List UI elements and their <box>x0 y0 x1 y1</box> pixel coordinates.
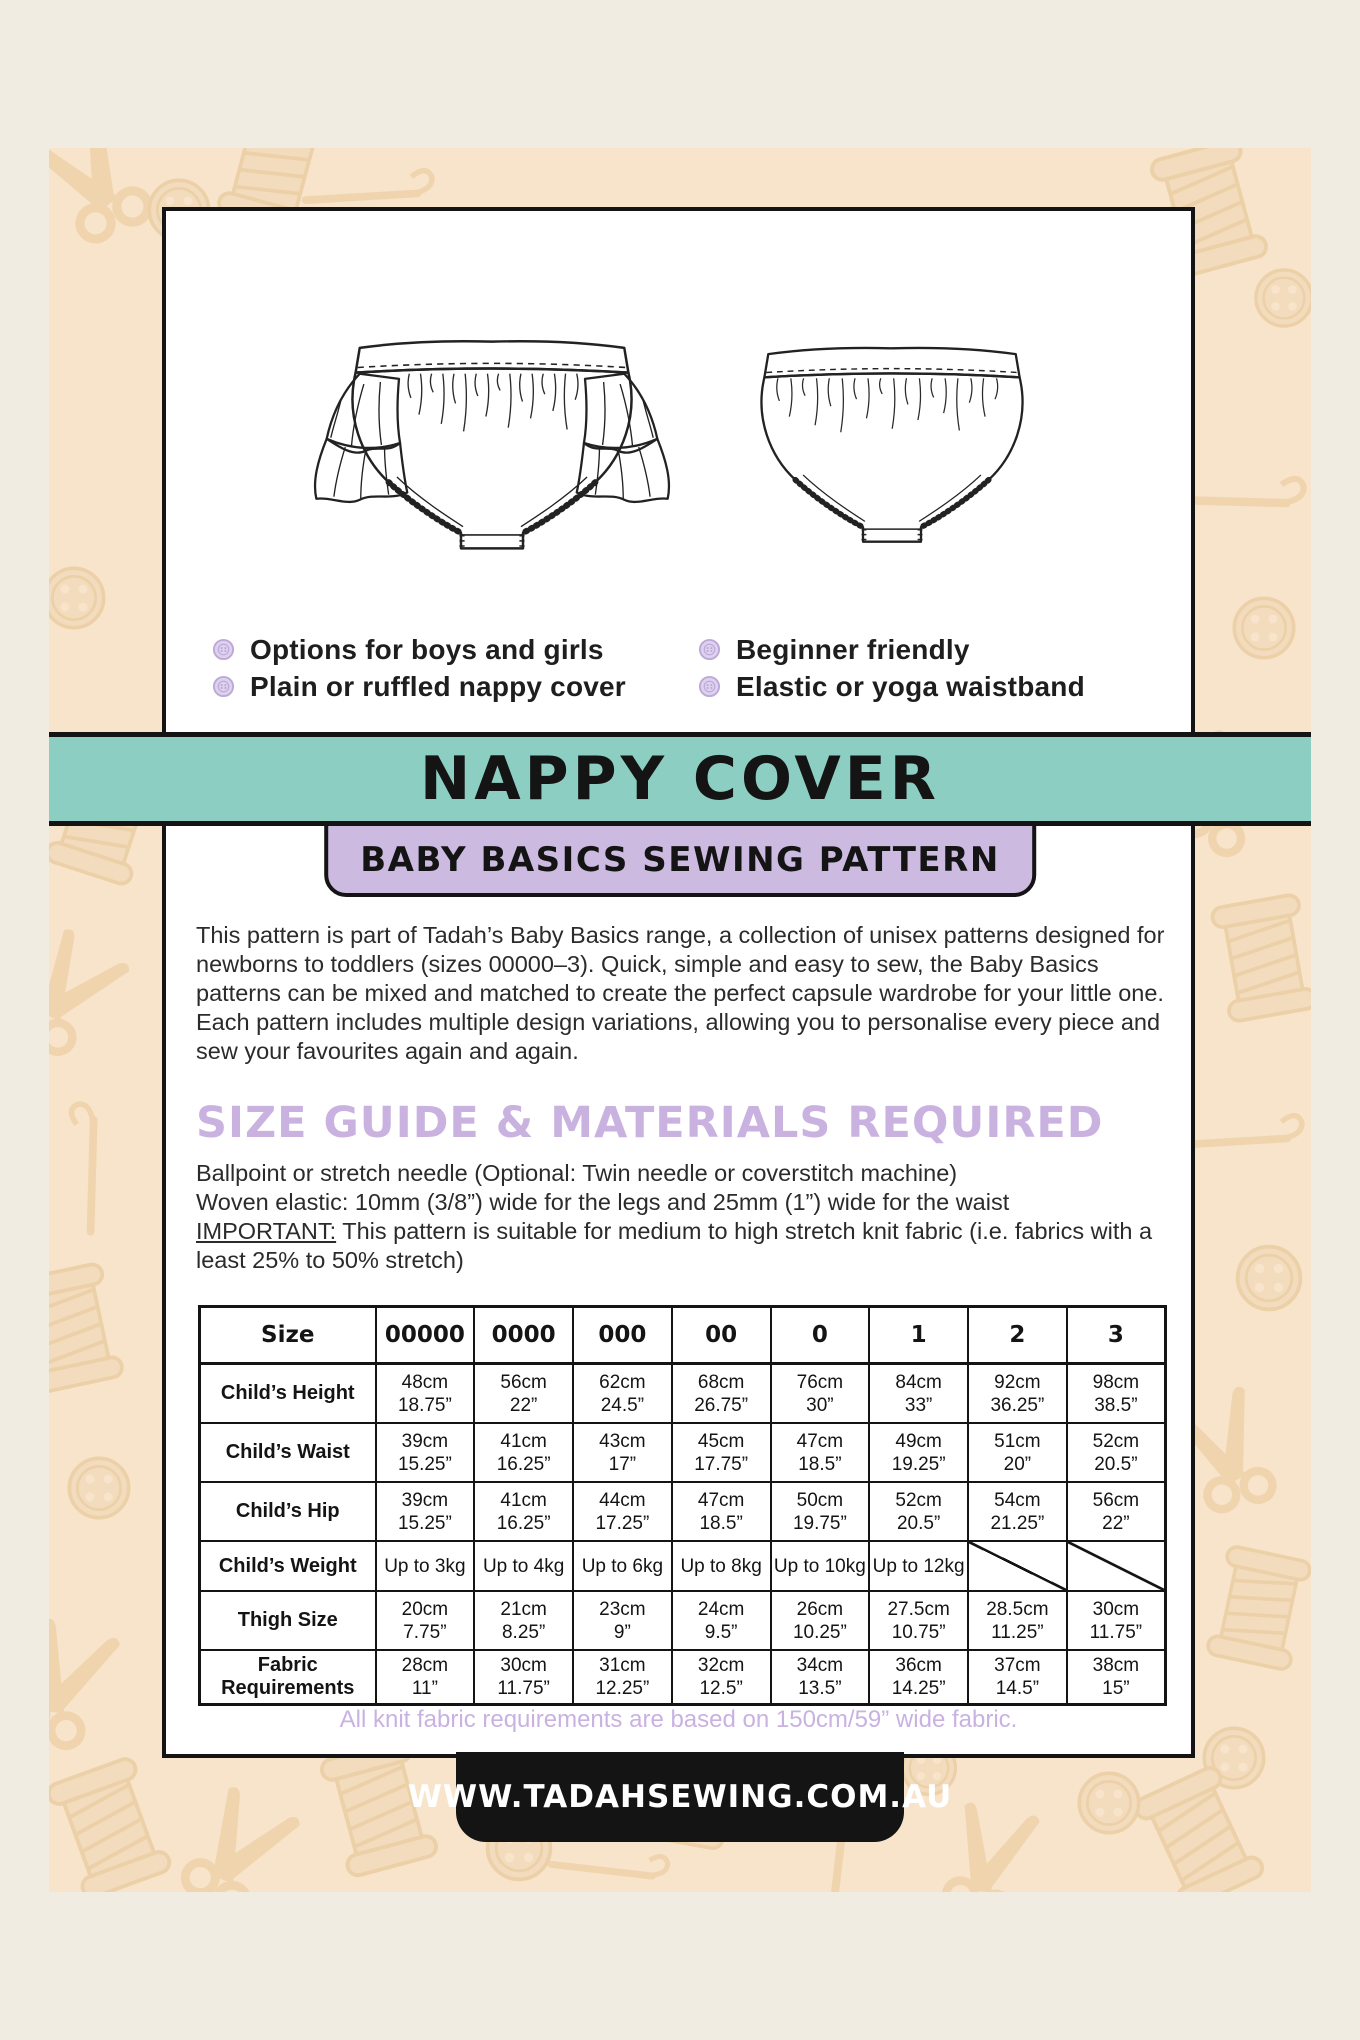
gather-line <box>982 378 985 416</box>
table-cell: 56cm 22” <box>474 1364 573 1424</box>
subtitle-label: BABY BASICS SEWING PATTERN <box>360 840 1000 880</box>
table-cell <box>1067 1541 1166 1591</box>
gather-line <box>918 378 921 420</box>
column-header: 1 <box>869 1307 968 1364</box>
gather-line <box>520 374 523 402</box>
table-cell: 84cm 33” <box>869 1364 968 1424</box>
table-cell: Up to 12kg <box>869 1541 968 1591</box>
ruffled-nappy-cover-illustration <box>306 325 678 565</box>
button-icon <box>49 568 104 627</box>
table-cell: 39cm 15.25” <box>376 1423 475 1482</box>
gather-line <box>828 378 831 406</box>
materials-list <box>196 1159 1186 1275</box>
table-cell: 47cm 18.5” <box>771 1423 870 1482</box>
column-header: 00000 <box>376 1307 475 1364</box>
pattern-title: NAPPY COVER <box>420 744 940 814</box>
table-cell: 41cm 16.25” <box>474 1423 573 1482</box>
row-label: Child’s Waist <box>200 1423 376 1482</box>
table-cell: 36cm 14.25” <box>869 1650 968 1705</box>
row-label: Thigh Size <box>200 1591 376 1650</box>
feature-item <box>698 668 1128 705</box>
button-icon <box>698 675 721 698</box>
plain-nappy-cover-illustration <box>718 325 1066 565</box>
spool-icon <box>49 1263 124 1394</box>
table-cell: 30cm 11.75” <box>1067 1591 1166 1650</box>
gather-line <box>430 374 433 393</box>
feature-label: Elastic or yoga waistband <box>736 670 1085 702</box>
table-cell: 48cm 18.75” <box>376 1364 475 1424</box>
gather-line <box>564 374 567 430</box>
table-cell: 98cm 38.5” <box>1067 1364 1166 1424</box>
table-cell: 56cm 22” <box>1067 1482 1166 1541</box>
table-cell: 28.5cm 11.25” <box>968 1591 1067 1650</box>
gather-line <box>408 374 411 398</box>
table-cell: 21cm 8.25” <box>474 1591 573 1650</box>
info-card <box>162 207 1195 1758</box>
gather-line <box>419 374 422 415</box>
gather-line <box>892 378 895 428</box>
button-icon <box>1256 270 1311 326</box>
column-header: Size <box>200 1307 376 1364</box>
table-cell: 38cm 15” <box>1067 1650 1166 1705</box>
gather-line <box>531 374 534 419</box>
table-cell: 47cm 18.5” <box>672 1482 771 1541</box>
table-cell: 44cm 17.25” <box>573 1482 672 1541</box>
gather-line <box>453 374 456 404</box>
gather-line <box>802 378 805 395</box>
gather-line <box>995 378 998 399</box>
button-icon <box>698 638 721 661</box>
needle-icon <box>49 1100 151 1231</box>
table-row <box>200 1541 1166 1591</box>
website-url: WWW.TADAHSEWING.COM.AU <box>407 1779 953 1815</box>
website-box <box>407 1752 953 1842</box>
table-cell: Up to 3kg <box>376 1541 475 1591</box>
scissors-icon <box>174 1781 303 1892</box>
button-icon <box>1238 1247 1301 1310</box>
spool-icon <box>1211 894 1311 1022</box>
gather-line <box>880 378 883 394</box>
gather-line <box>542 374 545 394</box>
column-header: 3 <box>1067 1307 1166 1364</box>
table-row <box>200 1591 1166 1650</box>
scissors-icon <box>937 1797 1041 1892</box>
table-row <box>200 1423 1166 1482</box>
materials-line: Ballpoint or stretch needle (Optional: Twin needle or coverstitch machine) <box>196 1160 958 1186</box>
row-label: Child’s Weight <box>200 1541 376 1591</box>
table-cell: 24cm 9.5” <box>672 1591 771 1650</box>
gather-line <box>866 378 869 418</box>
table-row <box>200 1482 1166 1541</box>
intro-paragraph: This pattern is part of Tadah’s Baby Basics range, a collection of unisex patterns designed for newborns to toddlers (sizes 00000–3). Quick, simple and easy to sew, the Baby Basics patterns can be mixed and matched to create the perfect capsule wardrobe for your little one. Each pattern includes multiple design variations, allowing you to personalise every piece and sew your favourites again and again. <box>196 921 1165 1064</box>
table-cell: 28cm 11” <box>376 1650 475 1705</box>
table-cell: 50cm 19.75” <box>771 1482 870 1541</box>
table-cell: 92cm 36.25” <box>968 1364 1067 1424</box>
table-cell: 23cm 9” <box>573 1591 672 1650</box>
title-banner <box>49 732 1311 826</box>
table-cell: 54cm 21.25” <box>968 1482 1067 1541</box>
gather-line <box>475 374 478 396</box>
gather-line <box>789 378 792 416</box>
feature-item <box>212 668 662 705</box>
column-header: 000 <box>573 1307 672 1364</box>
table-cell: Up to 8kg <box>672 1541 771 1591</box>
table-cell: 45cm 17.75” <box>672 1423 771 1482</box>
gather-line <box>464 374 467 432</box>
gather-line <box>905 378 908 404</box>
table-row <box>200 1364 1166 1424</box>
column-header: 0000 <box>474 1307 573 1364</box>
feature-label: Plain or ruffled nappy cover <box>250 670 626 702</box>
row-label: Fabric Requirements <box>200 1650 376 1705</box>
feature-item <box>698 631 1128 668</box>
gather-line <box>931 378 934 397</box>
gather-line <box>486 374 489 417</box>
important-label: IMPORTANT: <box>196 1218 337 1244</box>
table-cell: 41cm 16.25” <box>474 1482 573 1541</box>
materials-important <box>196 1217 1186 1275</box>
table-cell: 62cm 24.5” <box>573 1364 672 1424</box>
column-header: 0 <box>771 1307 870 1364</box>
feature-label: Beginner friendly <box>736 633 970 665</box>
spool-icon <box>49 1756 172 1892</box>
spool-icon <box>1206 1545 1311 1670</box>
table-cell: Up to 4kg <box>474 1541 573 1591</box>
button-icon <box>212 675 235 698</box>
gather-line <box>777 378 780 401</box>
gather-line <box>553 374 556 411</box>
important-text: This pattern is suitable for medium to high stretch knit fabric (i.e. fabrics with a least 25% to 50% stretch) <box>196 1218 1153 1273</box>
button-icon <box>69 1458 128 1517</box>
feature-label: Options for boys and girls <box>250 633 604 665</box>
gather-line <box>854 378 857 399</box>
illustration-row <box>166 325 1191 565</box>
table-cell: Up to 10kg <box>771 1541 870 1591</box>
table-cell: 68cm 26.75” <box>672 1364 771 1424</box>
table-cell: 26cm 10.25” <box>771 1591 870 1650</box>
materials-line: Woven elastic: 10mm (3/8”) wide for the legs and 25mm (1”) wide for the waist <box>196 1189 1010 1215</box>
table-cell: 39cm 15.25” <box>376 1482 475 1541</box>
gather-line <box>497 374 500 391</box>
table-cell: 52cm 20.5” <box>869 1482 968 1541</box>
scissors-icon <box>49 923 132 1060</box>
table-cell: 27.5cm 10.75” <box>869 1591 968 1650</box>
gather-line <box>944 378 947 413</box>
table-cell <box>968 1541 1067 1591</box>
table-cell: 49cm 19.25” <box>869 1423 968 1482</box>
gather-line <box>575 374 578 400</box>
scissors-icon <box>49 148 159 251</box>
button-icon <box>1234 598 1293 657</box>
table-cell: 76cm 30” <box>771 1364 870 1424</box>
needle-icon <box>1176 1068 1306 1200</box>
row-label: Child’s Height <box>200 1364 376 1424</box>
button-icon <box>212 638 235 661</box>
gather-line <box>969 378 972 402</box>
gather-line <box>815 378 818 425</box>
table-row <box>200 1650 1166 1705</box>
table-cell: Up to 6kg <box>573 1541 672 1591</box>
fabric-width-note: All knit fabric requirements are based on 150cm/59” wide fabric. <box>339 1706 1018 1733</box>
gather-line <box>441 374 444 424</box>
table-cell: 30cm 11.75” <box>474 1650 573 1705</box>
table-cell: 37cm 14.5” <box>968 1650 1067 1705</box>
table-cell: 20cm 7.75” <box>376 1591 475 1650</box>
row-label: Child’s Hip <box>200 1482 376 1541</box>
column-header: 00 <box>672 1307 771 1364</box>
size-table <box>198 1305 1167 1706</box>
table-cell: 31cm 12.25” <box>573 1650 672 1705</box>
column-header: 2 <box>968 1307 1067 1364</box>
scissors-icon <box>49 1613 122 1752</box>
gather-line <box>508 374 511 428</box>
feature-item <box>212 631 662 668</box>
table-cell: 43cm 17” <box>573 1423 672 1482</box>
table-cell: 52cm 20.5” <box>1067 1423 1166 1482</box>
table-cell: 32cm 12.5” <box>672 1650 771 1705</box>
gather-line <box>957 378 960 430</box>
table-cell: 34cm 13.5” <box>771 1650 870 1705</box>
feature-list <box>212 631 1128 705</box>
table-cell: 51cm 20” <box>968 1423 1067 1482</box>
button-icon <box>1079 1773 1138 1832</box>
gather-line <box>841 378 844 432</box>
size-guide-heading: SIZE GUIDE & MATERIALS REQUIRED <box>196 1098 1104 1148</box>
